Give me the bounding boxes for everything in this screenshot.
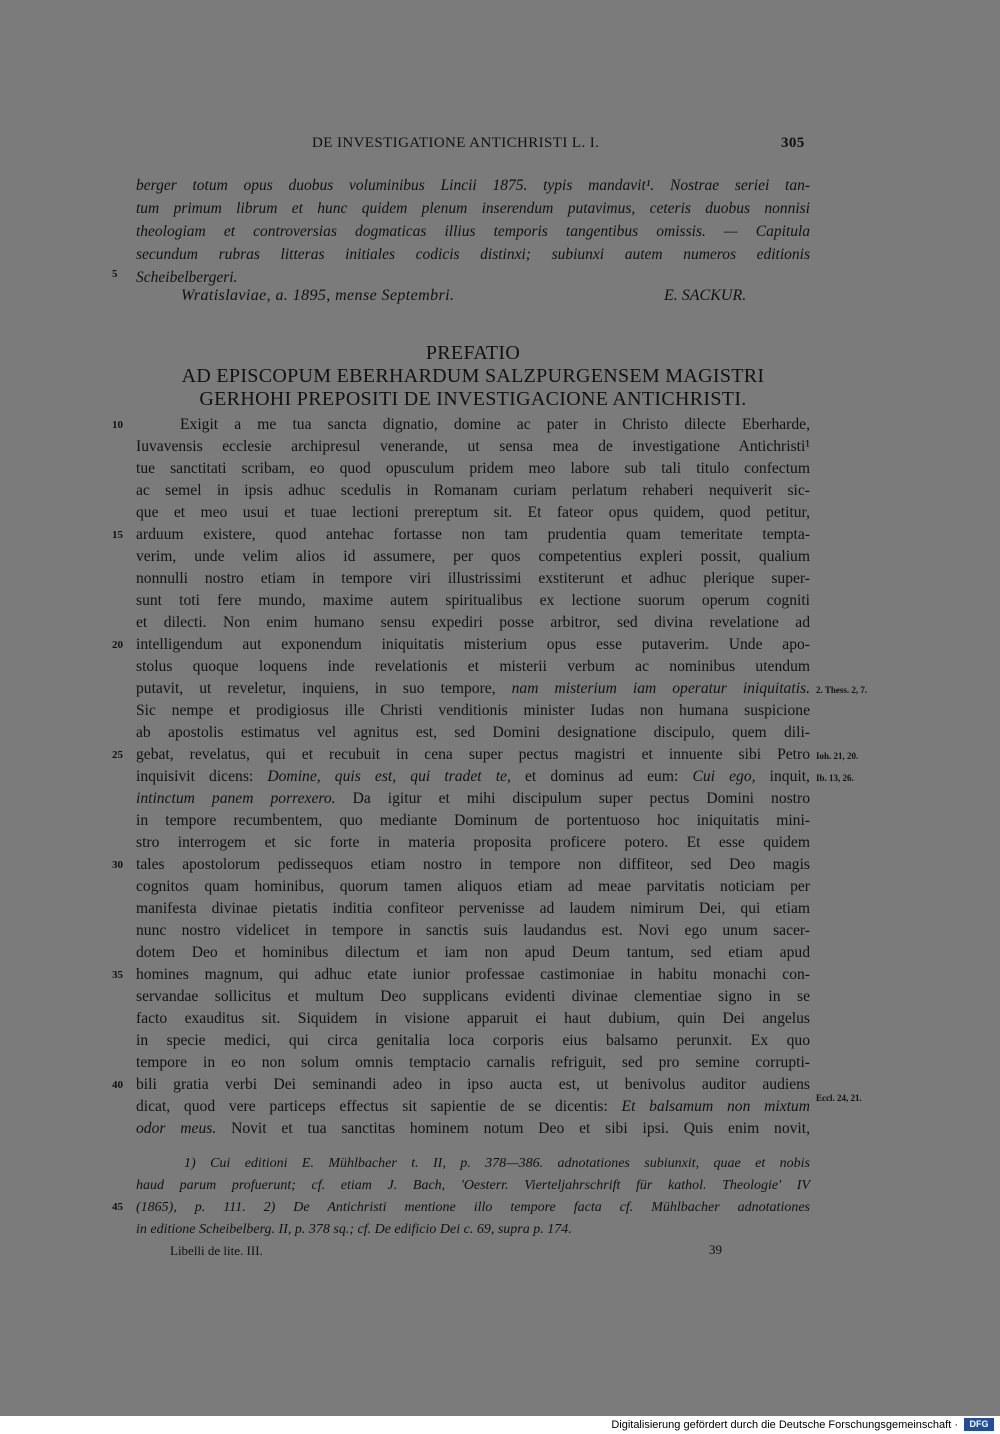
body-segment: putavit, ut reveletur, inquiens, in suo tempore, <box>136 680 496 697</box>
body-line: et dilecti. Non enim humano sensu expediri posse arbitror, sed divina revelatione ad <box>136 614 810 631</box>
line-number: 10 <box>112 419 123 431</box>
signature-mark: 39 <box>709 1242 722 1257</box>
margin-reference: Ioh. 21, 20. <box>816 751 859 761</box>
body-segment: et dominus ad eum: <box>525 768 679 785</box>
body-line: dotem Deo et hominibus dilectum et iam non apud Deum tantum, sed etiam apud <box>136 944 810 961</box>
footnotes <box>136 1153 810 1241</box>
margin-reference: Eccl. 24, 21. <box>816 1093 862 1103</box>
intro-line: theologiam et controversias dogmaticas illius temporis tangentibus omissis. — Capitula <box>136 223 810 240</box>
body-line: manifesta divinae pietatis inditia confiteor pervenisse ad laudem nimirum Dei, qui etiam <box>136 900 810 917</box>
body-line: nunc nostro videlicet in tempore in sanctis suis laudandus est. Novi ego unum sacer- <box>136 922 810 939</box>
body-segment: inquisivit dicens: <box>136 768 254 785</box>
title-line-1: PREFATIO <box>425 342 521 364</box>
body-segment: Novit et tua sanctitas hominem notum Deo et sibi ipsi. Quis enim novit, <box>231 1120 810 1137</box>
body-line: servandae sollicitus et multum Deo supplicans evidenti divinae clementiae signo in se <box>136 988 810 1005</box>
body-line <box>136 1118 810 1140</box>
place-date: Wratislaviae, a. 1895, mense Septembri. <box>181 287 455 304</box>
funding-text: Digitalisierung gefördert durch die Deutsche Forschungsgemeinschaft · <box>611 1419 958 1431</box>
body-line: bili gratia verbi Dei seminandi adeo in ipso aucta est, ut benivolus auditor audiens <box>136 1076 810 1093</box>
line-number: 40 <box>112 1079 123 1091</box>
intro-line: Scheibelbergeri. <box>136 269 238 286</box>
body-line: stro interrogem et sic forte in materia proposita proficere potero. Et esse quidem <box>136 834 810 851</box>
body-line: Exigit a me tua sancta dignatio, domine ac pater in Christo dilecte Eberharde, <box>180 416 810 433</box>
quotation: Et balsamum non mixtum <box>621 1098 810 1115</box>
footnote-line: in editione Scheibelberg. II, p. 378 sq.; cf. De edificio Dei c. 69, supra p. 174. <box>136 1222 572 1237</box>
body-line: gebat, revelatus, qui et recubuit in cena super pectus magistri et innuente sibi Petro <box>136 746 810 763</box>
line-number: 35 <box>112 969 123 981</box>
series-title: Libelli de lite. III. <box>170 1243 263 1258</box>
body-line: Sic nempe et prodigiosus ille Christi venditionis minister Iudas non humana suspicione <box>136 702 810 719</box>
body-text <box>136 414 810 1140</box>
body-line: arduum existere, quod antehac fortasse non tam prudentia quam temeritate tempta- <box>136 526 810 543</box>
body-line: cognitos quam hominibus, quorum tamen aliquos etiam ad meae parvitatis noticiam per <box>136 878 810 895</box>
intro-line: tum primum librum et hunc quidem plenum inserendum putavimus, ceteris duobus nonnisi <box>136 200 810 217</box>
body-line: tue sanctitati scribam, eo quod opusculum pridem meo labore sub tali titulo confectum <box>136 460 810 477</box>
body-line <box>136 678 810 700</box>
body-line: Iuvavensis ecclesie archipresul venerande, ut sensa mea de investigatione Antichristi¹ <box>136 438 810 455</box>
body-segment: inquit, <box>769 768 810 785</box>
body-line <box>136 788 810 810</box>
line-number: 5 <box>112 268 118 280</box>
line-number: 20 <box>112 639 123 651</box>
body-line <box>136 1096 810 1118</box>
intro-line: secundum rubras litteras initiales codicis distinxi; subiunxi autem numeros editionis <box>136 246 810 263</box>
quotation: odor meus. <box>136 1120 217 1137</box>
body-line: que et meo usui et tuae lectioni prereptum sit. Et fateor opus quidem, quod petitur, <box>136 504 810 521</box>
intro-line: berger totum opus duobus voluminibus Lincii 1875. typis mandavit¹. Nostrae seriei tan- <box>136 177 810 194</box>
body-line: stolus quoque loquens inde revelationis et misterii verbum ac nominibus utendum <box>136 658 810 675</box>
body-segment: dicat, quod vere particeps effectus sit sapientie de se dicentis: <box>136 1098 608 1115</box>
title-line-2: AD EPISCOPUM EBERHARDUM SALZPURGENSEM MAGISTRI <box>181 365 765 387</box>
footnote-line: (1865), p. 111. 2) De Antichristi mentione illo tempore facta cf. Mühlbacher adnotationes <box>136 1200 810 1215</box>
signature: E. SACKUR. <box>664 287 747 304</box>
line-number: 15 <box>112 529 123 541</box>
title-line-3: GERHOHI PREPOSITI DE INVESTIGACIONE ANTICHRISTI. <box>199 388 747 410</box>
body-line: ac semel in ipsis adhuc scedulis in Romanam curiam perlatum rehaberi nequiverit sic- <box>136 482 810 499</box>
body-line: verim, unde velim alios id assumere, per quos competentius expleri possit, qualium <box>136 548 810 565</box>
body-line: ab apostolis estimatus vel agnitus est, sed Domini designatione discipulo, quem dili- <box>136 724 810 741</box>
quotation: intinctum panem porrexero. <box>136 790 336 807</box>
footnote-line: 1) Cui editioni E. Mühlbacher t. II, p. 378—386. adnotationes subiunxit, quae et nobis <box>184 1156 810 1171</box>
quotation: Domine, quis est, qui tradet te, <box>267 768 511 785</box>
body-line: in tempore recumbentem, quo mediante Dominum de portentuoso hoc iniquitatis mini- <box>136 812 810 829</box>
body-line: sunt toti fere mundo, maxime autem spiritualibus ex lectione suorum operum cogniti <box>136 592 810 609</box>
line-number: 45 <box>112 1201 123 1213</box>
body-line: nonnulli nostro etiam in tempore viri illustrissimi exstiterunt et adhuc plerique super- <box>136 570 810 587</box>
quotation: nam misterium iam operatur iniquitatis. <box>511 680 810 697</box>
margin-reference: 2. Thess. 2, 7. <box>816 685 868 695</box>
body-segment: Da igitur et mihi discipulum super pectus Domini nostro <box>352 790 811 807</box>
body-line: facto exauditus sit. Siquidem in visione apparuit ei haut dubium, quin Dei angelus <box>136 1010 810 1027</box>
quotation: Cui ego, <box>692 768 756 785</box>
footnote-line: haud parum profuerunt; cf. etiam J. Bach, 'Oesterr. Vierteljahrschrift für kathol. Theologie' IV <box>136 1178 810 1193</box>
body-line: intelligendum aut exponendum iniquitatis misterium opus esse putaverim. Unde apo- <box>136 636 810 653</box>
line-number: 25 <box>112 749 123 761</box>
body-line <box>136 766 810 788</box>
dfg-logo-icon: DFG <box>964 1418 994 1431</box>
body-line: tempore in eo non solum omnis temptacio carnalis refriguit, sed pro semine corrupti- <box>136 1054 810 1071</box>
intro-paragraph <box>136 174 810 289</box>
running-title: DE INVESTIGATIONE ANTICHRISTI L. I. <box>312 135 600 151</box>
body-line: tales apostolorum pedissequos etiam nostro in tempore non diffiteor, sed Deo magis <box>136 856 810 873</box>
page-number: 305 <box>781 135 805 151</box>
body-line: in specie medici, qui circa genitalia loca corporis eius balsamo perunxit. Ex quo <box>136 1032 810 1049</box>
funding-bar <box>0 1416 1000 1434</box>
margin-reference: Ib. 13, 26. <box>816 773 854 783</box>
line-number: 30 <box>112 859 123 871</box>
body-line: homines magnum, qui adhuc etate iunior professae castimoniae in habitu monachi con- <box>136 966 810 983</box>
